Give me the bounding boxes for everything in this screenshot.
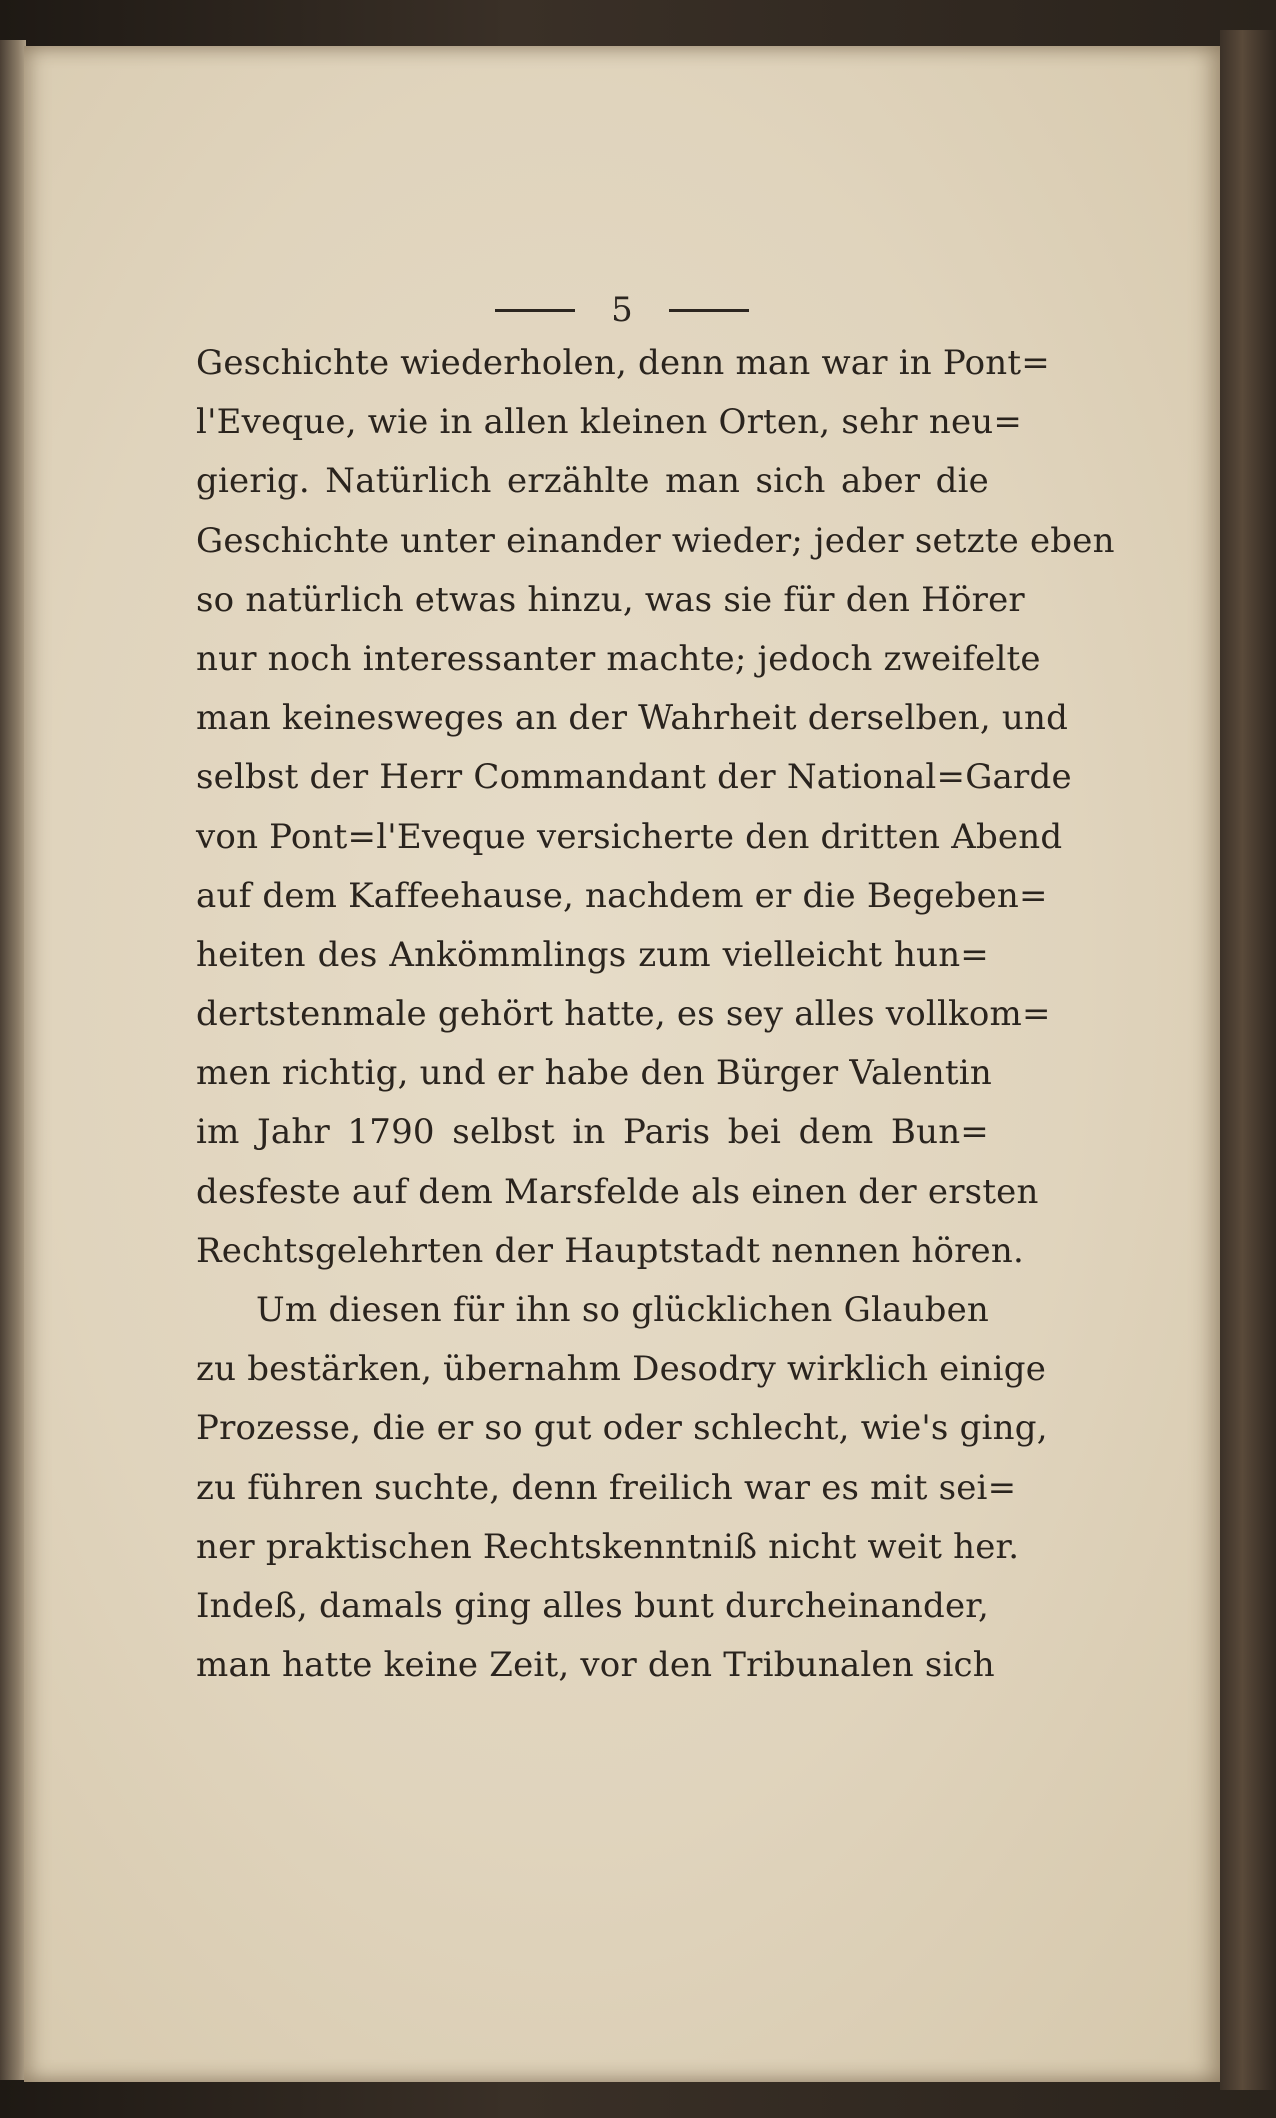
text-line: man hatte keine Zeit, vor den Tribunalen sich xyxy=(196,1645,995,1686)
body-text xyxy=(196,334,1115,1695)
text-line: selbst der Herr Commandant der National=Garde xyxy=(196,757,1072,798)
text-line: l'Eveque, wie in allen kleinen Orten, sehr neu= xyxy=(196,402,1023,443)
text-line: auf dem Kaffeehause, nachdem er die Begeben= xyxy=(196,875,1048,916)
text-line: men richtig, und er habe den Bürger Valentin xyxy=(196,1053,992,1094)
header-rule-right xyxy=(669,309,749,312)
text-line: heiten des Ankömmlings zum vielleicht hun= xyxy=(196,934,989,975)
paragraph-start-line: Um diesen für ihn so glücklichen Glauben xyxy=(256,1290,989,1330)
text-line: ner praktischen Rechtskenntniß nicht weit her. xyxy=(196,1526,1020,1567)
page-header xyxy=(24,290,1220,330)
text-line: Prozesse, die er so gut oder schlecht, wie's ging, xyxy=(196,1408,1048,1449)
text-line: Indeß, damals ging alles bunt durcheinander, xyxy=(196,1585,989,1626)
previous-page-edge xyxy=(0,40,26,2080)
text-line: zu führen suchte, denn freilich war es mit sei= xyxy=(196,1467,1017,1508)
paragraph-end-line: Rechtsgelehrten der Hauptstadt nennen hören. xyxy=(196,1230,1024,1271)
page-number: 5 xyxy=(611,290,633,330)
text-line: gierig. Natürlich erzählte man sich aber die xyxy=(196,461,989,502)
header-rule-left xyxy=(495,309,575,312)
text-line: von Pont=l'Eveque versicherte den dritten Abend xyxy=(196,816,1063,857)
text-line: Geschichte wiederholen, denn man war in Pont= xyxy=(196,343,1050,383)
text-line: man keinesweges an der Wahrheit derselben, und xyxy=(196,698,1069,739)
text-line: zu bestärken, übernahm Desodry wirklich einige xyxy=(196,1349,1047,1390)
text-line: so natürlich etwas hinzu, was sie für den Hörer xyxy=(196,579,1025,620)
book-cover-edge xyxy=(1220,30,1276,2090)
text-line: nur noch interessanter machte; jedoch zweifelte xyxy=(196,638,1041,679)
text-line: desfeste auf dem Marsfelde als einen der ersten xyxy=(196,1171,1039,1212)
text-line: im Jahr 1790 selbst in Paris bei dem Bun= xyxy=(196,1112,989,1153)
text-line: dertstenmale gehört hatte, es sey alles vollkom= xyxy=(196,994,1051,1035)
text-line: Geschichte unter einander wieder; jeder setzte eben xyxy=(196,520,1115,561)
